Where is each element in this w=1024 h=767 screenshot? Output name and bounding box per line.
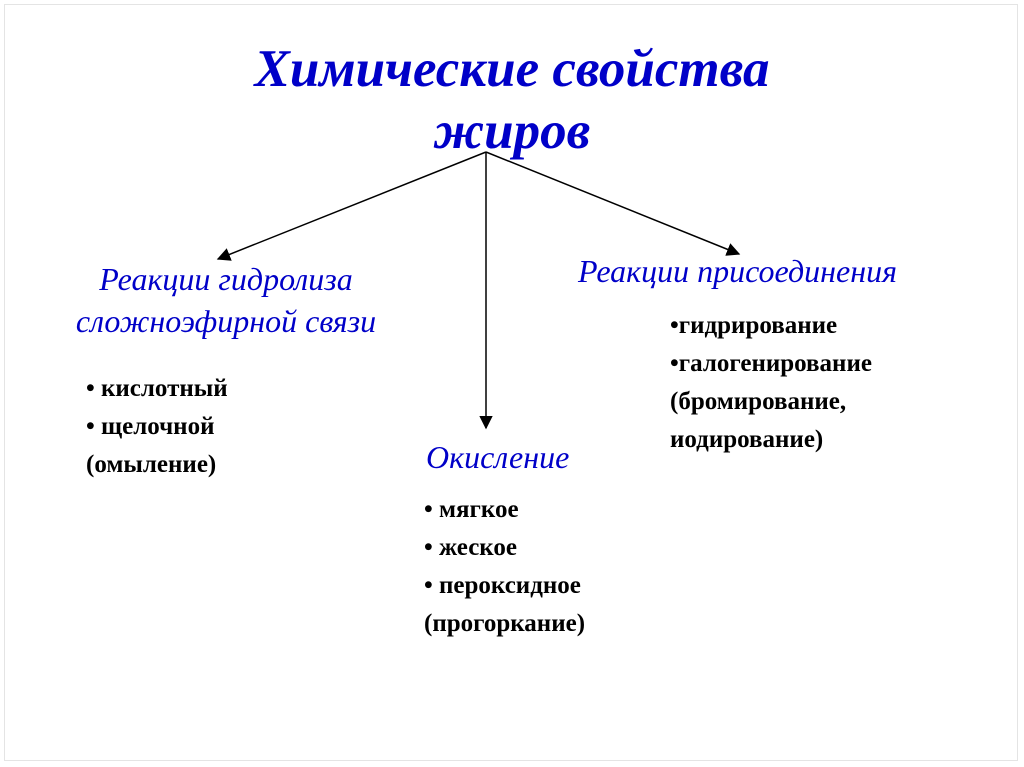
branch-oxidation-label	[426, 436, 569, 478]
list-item: • щелочной	[86, 413, 215, 440]
list-item: (омыление)	[86, 451, 217, 478]
list-item: (бромирование,	[670, 388, 847, 415]
list-item: •галогенирование	[670, 350, 872, 377]
addition-label: Реакции присоединения	[578, 253, 897, 289]
list-item: • кислотный	[86, 375, 228, 402]
oxidation-label: Окисление	[426, 439, 570, 475]
hydrolysis-list	[86, 370, 228, 484]
list-item: • жеское	[424, 534, 517, 561]
title-line-1: Химические свойства	[254, 40, 770, 98]
branch-hydrolysis-label	[36, 258, 416, 342]
hydrolysis-label-line-2: сложноэфирной связи	[75, 303, 377, 339]
oxidation-list	[424, 491, 585, 643]
list-item: • мягкое	[424, 496, 519, 523]
title-line-2: жиров	[433, 102, 591, 160]
list-item: • пероксидное	[424, 572, 581, 599]
arrow-to-hydrolysis	[218, 152, 486, 259]
arrow-to-addition	[486, 152, 739, 254]
list-item: иодирование)	[670, 426, 824, 453]
list-item: •гидрирование	[670, 312, 838, 339]
addition-list	[670, 307, 872, 459]
branch-addition-label	[578, 250, 897, 292]
list-item: (прогоркание)	[424, 610, 586, 637]
hydrolysis-label-line-1: Реакции гидролиза	[99, 261, 353, 297]
